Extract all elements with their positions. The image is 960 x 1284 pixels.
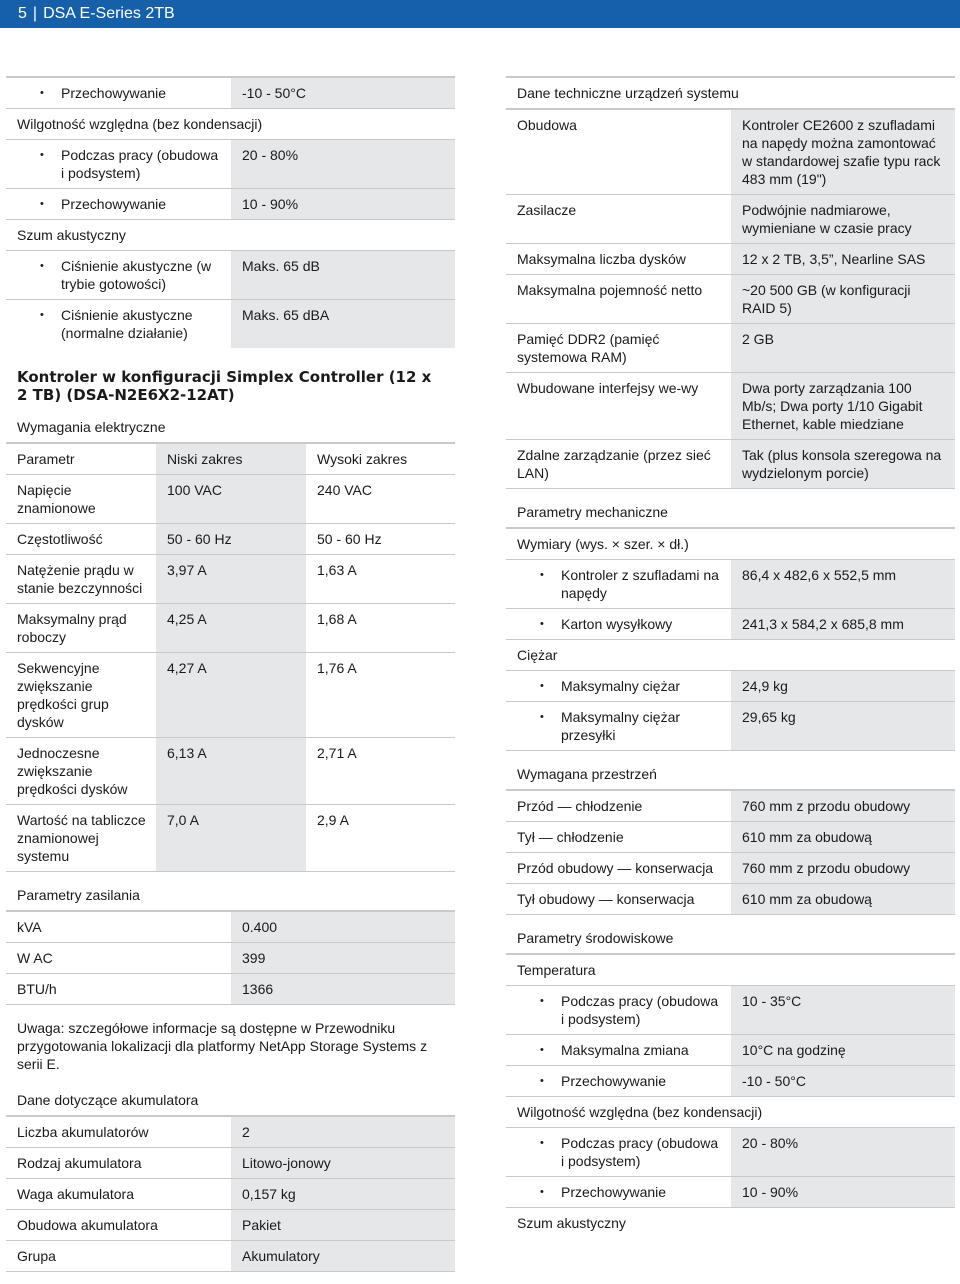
spec-row: • Podczas pracy (obudowa i podsystem) 20 - 80%	[506, 1128, 955, 1177]
right-column	[506, 76, 955, 1238]
system-data-subhead: Dane techniczne urządzeń systemu	[506, 76, 955, 110]
note-text: Uwaga: szczegółowe informacje są dostępne w Przewodniku przygotowania lokalizacji dla platformy NetApp Storage Systems z serii E.	[17, 1020, 428, 1072]
electrical-subhead: Wymagania elektryczne	[6, 412, 455, 444]
spec-row: • Przechowywanie -10 - 50°C	[506, 1066, 955, 1097]
spec-group-row: Ciężar	[506, 640, 955, 671]
spec-row: Pamięć DDR2 (pamięć systemowa RAM) 2 GB	[506, 324, 955, 373]
table-header-row: Parametr Niski zakres Wysoki zakres	[6, 444, 455, 475]
spec-group-row: Wilgotność względna (bez kondensacji)	[6, 109, 455, 140]
spec-row: • Maksymalny ciężar przesyłki 29,65 kg	[506, 702, 955, 751]
space-subhead: Wymagana przestrzeń	[506, 759, 955, 791]
left-top-table	[6, 76, 455, 348]
spec-row: Tył — chłodzenie 610 mm za obudową	[506, 822, 955, 853]
spec-group-row: Szum akustyczny	[6, 220, 455, 251]
system-data-table	[506, 110, 955, 489]
environment-subhead: Parametry środowiskowe	[506, 923, 955, 955]
table-row: Maksymalny prąd roboczy 4,25 A 1,68 A	[6, 604, 455, 653]
spec-row: Wbudowane interfejsy we-wy Dwa porty zarządzania 100 Mb/s; Dwa porty 1/10 Gigabit Ethernet, kable miedziane	[506, 373, 955, 440]
spec-row: BTU/h 1366	[6, 974, 455, 1005]
spec-row: Przód — chłodzenie 760 mm z przodu obudowy	[506, 791, 955, 822]
spec-group-row: Wymiary (wys. × szer. × dł.)	[506, 529, 955, 560]
spec-group-row: Wilgotność względna (bez kondensacji)	[506, 1097, 955, 1128]
spec-row: Waga akumulatora 0,157 kg	[6, 1179, 455, 1210]
left-column	[6, 76, 455, 1272]
spec-group-row: Temperatura	[506, 955, 955, 986]
spec-row: • Kontroler z szufladami na napędy 86,4 x 482,6 x 552,5 mm	[506, 560, 955, 609]
spec-row: Maksymalna liczba dysków 12 x 2 TB, 3,5”, Nearline SAS	[506, 244, 955, 275]
spec-row: Maksymalna pojemność netto ~20 500 GB (w konfiguracji RAID 5)	[506, 275, 955, 324]
spec-row: Rodzaj akumulatora Litowo-jonowy	[6, 1148, 455, 1179]
spec-row: • Przechowywanie 10 - 90%	[6, 189, 455, 220]
spec-row: Grupa Akumulatory	[6, 1241, 455, 1272]
spec-row: • Podczas pracy (obudowa i podsystem) 10 - 35°C	[506, 986, 955, 1035]
battery-subhead: Dane dotyczące akumulatora	[6, 1085, 455, 1117]
table-row: Natężenie prądu w stanie bezczynności 3,97 A 1,63 A	[6, 555, 455, 604]
table-row: Wartość na tabliczce znamionowej systemu 7,0 A 2,9 A	[6, 805, 455, 872]
spec-row: Tył obudowy — konserwacja 610 mm za obudową	[506, 884, 955, 915]
table-row: Częstotliwość 50 - 60 Hz 50 - 60 Hz	[6, 524, 455, 555]
spec-row: • Ciśnienie akustyczne (normalne działanie) Maks. 65 dBA	[6, 300, 455, 348]
power-subhead: Parametry zasilania	[6, 880, 455, 912]
environment-table	[506, 955, 955, 1238]
page-number: 5	[18, 5, 27, 22]
spec-row: • Podczas pracy (obudowa i podsystem) 20 - 80%	[6, 140, 455, 189]
spec-row: • Maksymalny ciężar 24,9 kg	[506, 671, 955, 702]
spec-row: Zdalne zarządzanie (przez sieć LAN) Tak (plus konsola szeregowa na wydzielonym porcie)	[506, 440, 955, 489]
spec-row: Obudowa Kontroler CE2600 z szufladami na napędy można zamontować w standardowej szafie typu rack 483 mm (19")	[506, 110, 955, 195]
spec-row: Liczba akumulatorów 2	[6, 1117, 455, 1148]
spec-row: • Ciśnienie akustyczne (w trybie gotowości) Maks. 65 dB	[6, 251, 455, 300]
power-table	[6, 912, 455, 1005]
spec-row: • Karton wysyłkowy 241,3 x 584,2 x 685,8 mm	[506, 609, 955, 640]
table-row: Jednoczesne zwiększanie prędkości dysków 6,13 A 2,71 A	[6, 738, 455, 805]
spec-row: • Przechowywanie 10 - 90%	[506, 1177, 955, 1208]
electrical-table	[6, 444, 455, 872]
table-row: Sekwencyjne zwiększanie prędkości grup dysków 4,27 A 1,76 A	[6, 653, 455, 738]
battery-table	[6, 1117, 455, 1272]
spec-row: W AC 399	[6, 943, 455, 974]
mechanical-table	[506, 529, 955, 751]
section-title: Kontroler w konfiguracji Simplex Controller (12 x 2 TB) (DSA-N2E6X2-12AT)	[17, 368, 432, 404]
spec-row: Przód obudowy — konserwacja 760 mm z przodu obudowy	[506, 853, 955, 884]
spec-row: Zasilacze Podwójnie nadmiarowe, wymieniane w czasie pracy	[506, 195, 955, 244]
spec-group-row: Szum akustyczny	[517, 1215, 626, 1231]
space-table	[506, 791, 955, 915]
spec-row: kVA 0.400	[6, 912, 455, 943]
spec-row: • Przechowywanie -10 - 50°C	[6, 76, 455, 109]
spec-row: • Maksymalna zmiana 10°C na godzinę	[506, 1035, 955, 1066]
mechanical-subhead: Parametry mechaniczne	[506, 497, 955, 529]
table-row: Napięcie znamionowe 100 VAC 240 VAC	[6, 475, 455, 524]
document-title: DSA E-Series 2TB	[43, 5, 175, 22]
page-header: 5 | DSA E-Series 2TB	[0, 0, 960, 28]
spec-row: Obudowa akumulatora Pakiet	[6, 1210, 455, 1241]
